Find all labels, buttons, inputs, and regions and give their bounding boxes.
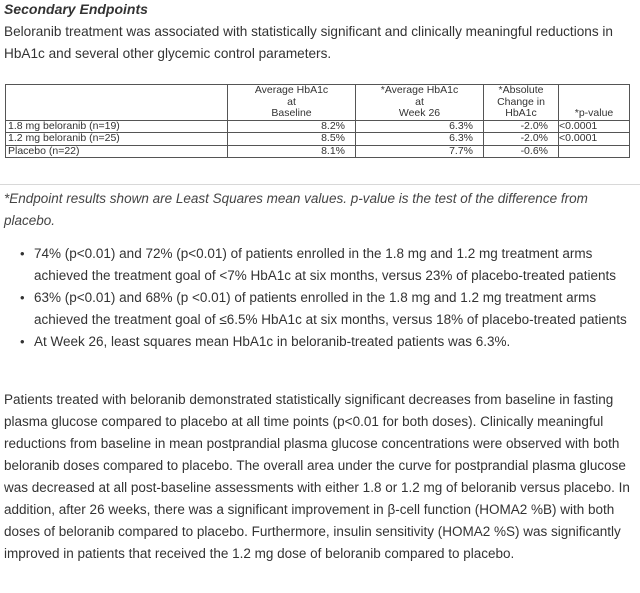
table-footnote: *Endpoint results shown are Least Squares mean values. p-value is the test of the difference from placebo. bbox=[4, 191, 588, 228]
header-line: at bbox=[415, 95, 424, 108]
pvalue-cell bbox=[559, 145, 630, 158]
intro-paragraph: Beloranib treatment was associated with statistically significant and clinically meaningful reductions in HbA1c and several other glycemic control parameters. bbox=[4, 24, 613, 61]
bullet-icon: • bbox=[20, 290, 25, 305]
list-item-text: 63% (p<0.01) and 68% (p <0.01) of patients enrolled in the 1.8 mg and 1.2 mg treatment arms achieved the treatment goal of ≤6.5% HbA1c at six months, versus 18% of placebo-treated patients bbox=[34, 290, 627, 327]
bullet-icon: • bbox=[20, 334, 25, 349]
week26-cell: 6.3% bbox=[356, 120, 484, 133]
header-line: Change in bbox=[497, 95, 545, 108]
list-item bbox=[0, 243, 630, 287]
baseline-cell: 8.5% bbox=[228, 133, 356, 146]
change-cell: -2.0% bbox=[484, 120, 559, 133]
header-line: Baseline bbox=[271, 107, 312, 119]
header-line: *Absolute bbox=[498, 84, 544, 96]
pvalue-cell: <0.0001 bbox=[559, 133, 630, 146]
row-label: Placebo (n=22) bbox=[6, 145, 228, 158]
header-avg-week26 bbox=[356, 85, 484, 121]
list-item bbox=[0, 287, 630, 331]
header-line: HbA1c bbox=[505, 107, 537, 119]
baseline-cell: 8.1% bbox=[228, 145, 356, 158]
row-label: 1.2 mg beloranib (n=25) bbox=[6, 133, 228, 146]
body-paragraph: Patients treated with beloranib demonstrated statistically significant decreases from baseline in fasting plasma glucose compared to placebo at all time points (p<0.01 for both doses). Clinically meaningful reductions from baseline in mean postprandial plasma glucose concentrations were observed with both beloranib doses compared to placebo. The overall area under the curve for postprandial plasma glucose was decreased at all post-baseline assessments with either 1.8 or 1.2 mg of beloranib versus placebo. In addition, after 26 weeks, there was a significant improvement in β-cell function (HOMA2 %B) with both doses of beloranib compared to placebo. Furthermore, insulin sensitivity (HOMA2 %S) was significantly improved in patients that received the 1.2 mg dose of beloranib compared to placebo. bbox=[4, 392, 630, 561]
section-heading: Secondary Endpoints bbox=[4, 1, 148, 17]
list-item-text: At Week 26, least squares mean HbA1c in beloranib-treated patients was 6.3%. bbox=[34, 334, 511, 349]
header-line: Average HbA1c bbox=[254, 84, 329, 96]
header-empty-cell bbox=[6, 85, 228, 121]
table-row bbox=[6, 133, 630, 146]
bullet-list bbox=[0, 243, 630, 353]
baseline-cell: 8.2% bbox=[228, 120, 356, 133]
change-cell: -2.0% bbox=[484, 133, 559, 146]
table-header-row bbox=[6, 85, 630, 121]
week26-cell: 7.7% bbox=[356, 145, 484, 158]
list-item bbox=[0, 331, 630, 353]
list-item-text: 74% (p<0.01) and 72% (p<0.01) of patients enrolled in the 1.8 mg and 1.2 mg treatment arms achieved the treatment goal of <7% HbA1c at six months, versus 23% of placebo-treated patients bbox=[34, 246, 616, 283]
header-abs-change bbox=[484, 85, 559, 121]
header-line: *p-value bbox=[574, 107, 614, 119]
table-row bbox=[6, 120, 630, 133]
header-avg-baseline bbox=[228, 85, 356, 121]
table-row bbox=[6, 145, 630, 158]
row-label: 1.8 mg beloranib (n=19) bbox=[6, 120, 228, 133]
week26-cell: 6.3% bbox=[356, 133, 484, 146]
change-cell: -0.6% bbox=[484, 145, 559, 158]
header-line: Week 26 bbox=[398, 107, 441, 119]
divider bbox=[0, 184, 640, 185]
bullet-icon: • bbox=[20, 246, 25, 261]
header-pvalue bbox=[559, 85, 630, 121]
header-line: *Average HbA1c bbox=[380, 84, 459, 96]
pvalue-cell: <0.0001 bbox=[559, 120, 630, 133]
hba1c-results-table bbox=[5, 84, 630, 158]
header-line: at bbox=[287, 95, 296, 108]
